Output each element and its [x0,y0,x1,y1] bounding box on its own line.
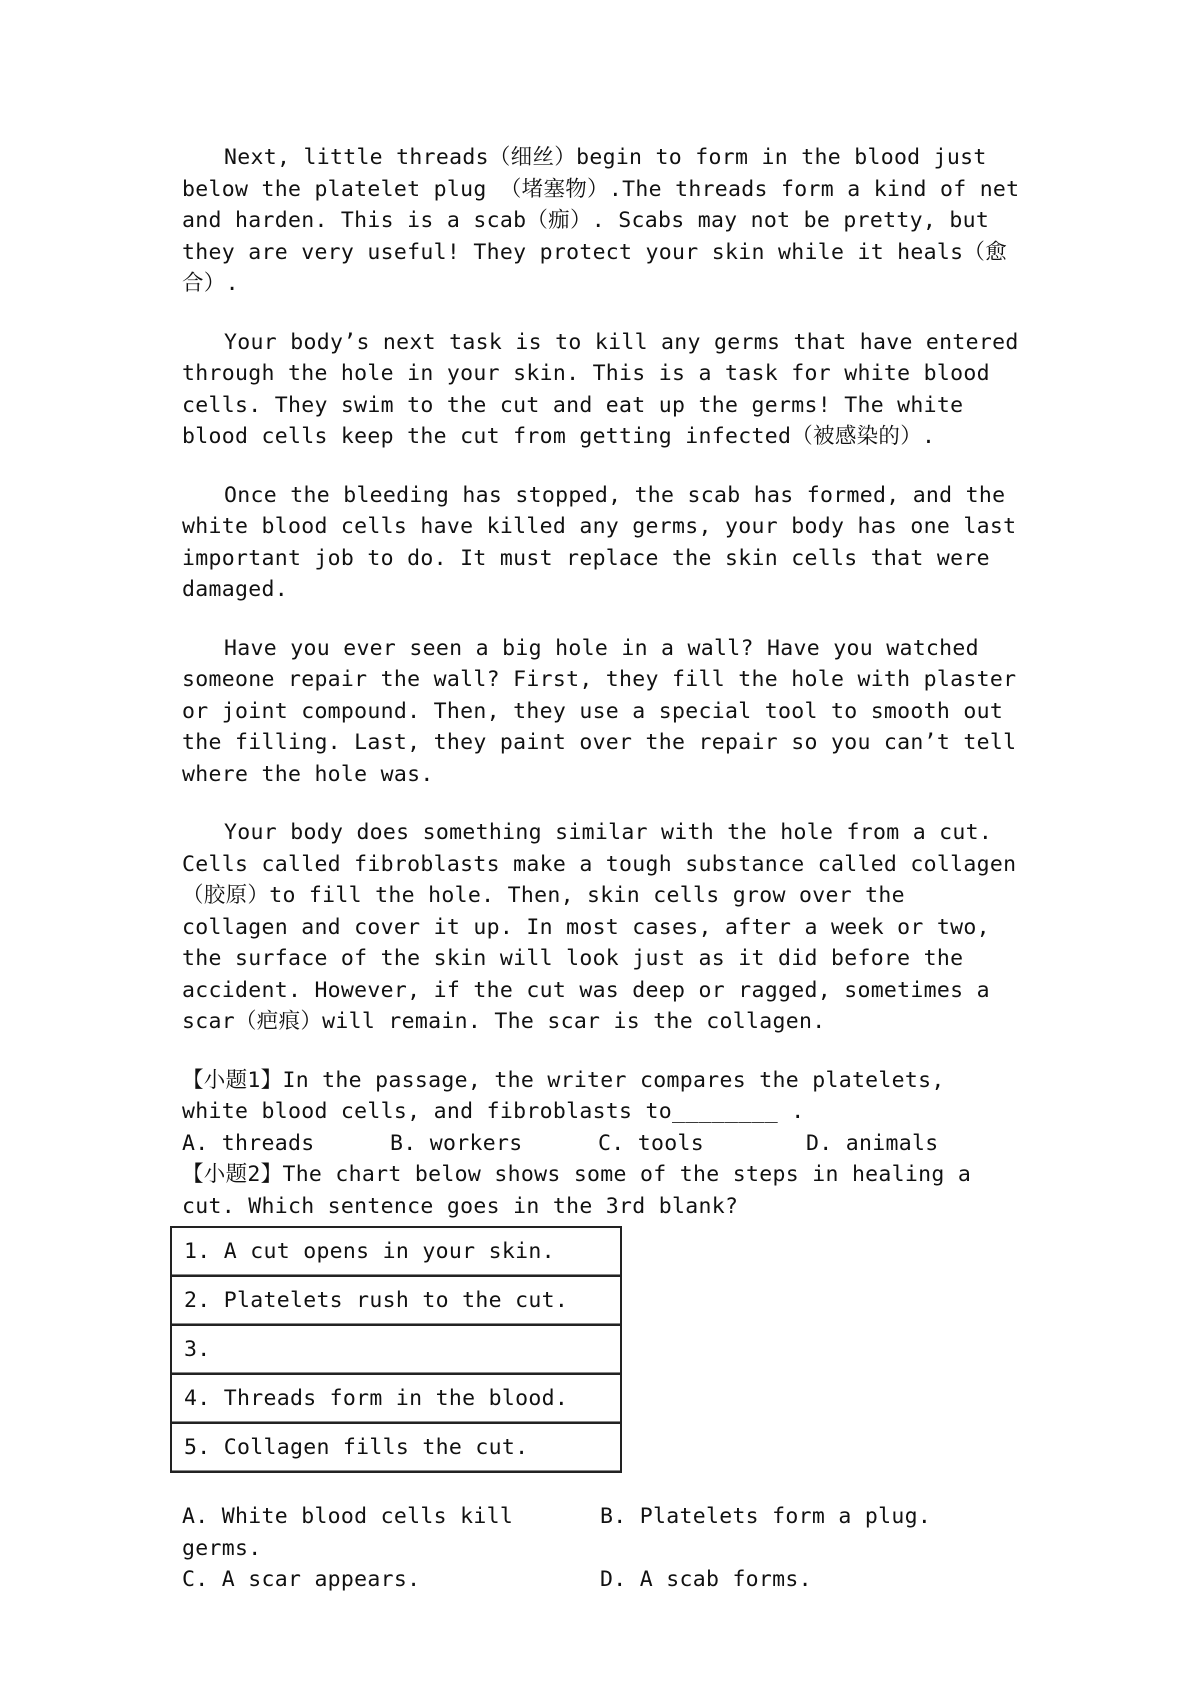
question-2-option-b: B. Platelets form a plug. [600,1504,932,1529]
question-2-stem: 【小题2】The chart below shows some of the steps in healing a cut. Which sentence goes in the 3rd blank? [182,1162,972,1219]
question-1-stem: 【小题1】In the passage, the writer compares the platelets, white blood cells, and fibroblasts to________ . [182,1067,945,1124]
question-2-option-c: C. A scar appears. [182,1567,421,1592]
paragraph-5: Your body does something similar with the hole from a cut. Cells called fibroblasts make a tough substance called collagen（胶原）to fill the hole. Then, skin cells grow over the collagen and cover it up. In most cases, after a week or two, the surface of the skin will look just as it did before the accident. However, if the cut was deep or ragged, sometimes a scar（疤痕）will remain. The scar is the collagen. [182,820,1017,1034]
chart-row [171,1227,621,1276]
paragraph-3: Once the bleeding has stopped, the scab has formed, and the white blood cells have killed any germs, your body has one last important job to do. It must replace the skin cells that were damaged. [182,482,1017,602]
question-2-option-a: A. White blood cells kill germs. [182,1504,514,1561]
question-2 [182,1159,1022,1596]
question-1 [182,1065,1022,1160]
steps-chart [170,1226,622,1473]
chart-row [171,1374,621,1423]
question-1-option-d: D. animals [806,1130,939,1156]
question-1-option-c: C. tools [598,1130,704,1156]
chart-cell-1: 1. A cut opens in your skin. [171,1227,621,1276]
chart-row [171,1276,621,1325]
chart-row [171,1423,621,1472]
paragraph-2: Your body’s next task is to kill any germs that have entered through the hole in your skin. This is a task for white blood cells. They swim to the cut and eat up the germs! The white blood cells keep the cut from getting infected（被感染的）. [182,329,1019,449]
question-2-option-d: D. A scab forms. [600,1567,812,1592]
paragraph-1: Next, little threads（细丝）begin to form in the blood just below the platelet plug （堵塞物）.The threads form a kind of net and harden. This is a scab（痂）. Scabs may not be pretty, but they are very useful! They protect your skin while it heals（愈合）. [182,145,1020,296]
paragraph-4: Have you ever seen a big hole in a wall? Have you watched someone repair the wall? First, they fill the hole with plaster or joint compound. Then, they use a special tool to smooth out the filling. Last, they paint over the repair so you can’t tell where the hole was. [182,635,1017,787]
question-1-option-b: B. workers [390,1130,523,1156]
chart-cell-2: 2. Platelets rush to the cut. [171,1276,621,1325]
question-2-options [182,1501,1022,1596]
chart-cell-3: 3. [171,1325,621,1374]
chart-cell-5: 5. Collagen fills the cut. [171,1423,621,1472]
chart-row [171,1325,621,1374]
chart-cell-4: 4. Threads form in the blood. [171,1374,621,1423]
document-page [182,142,1022,1596]
question-1-option-a: A. threads [182,1130,315,1156]
question-2-options-row-2 [182,1564,1022,1596]
question-2-options-row-1 [182,1501,1022,1564]
question-1-options [182,1128,1022,1160]
